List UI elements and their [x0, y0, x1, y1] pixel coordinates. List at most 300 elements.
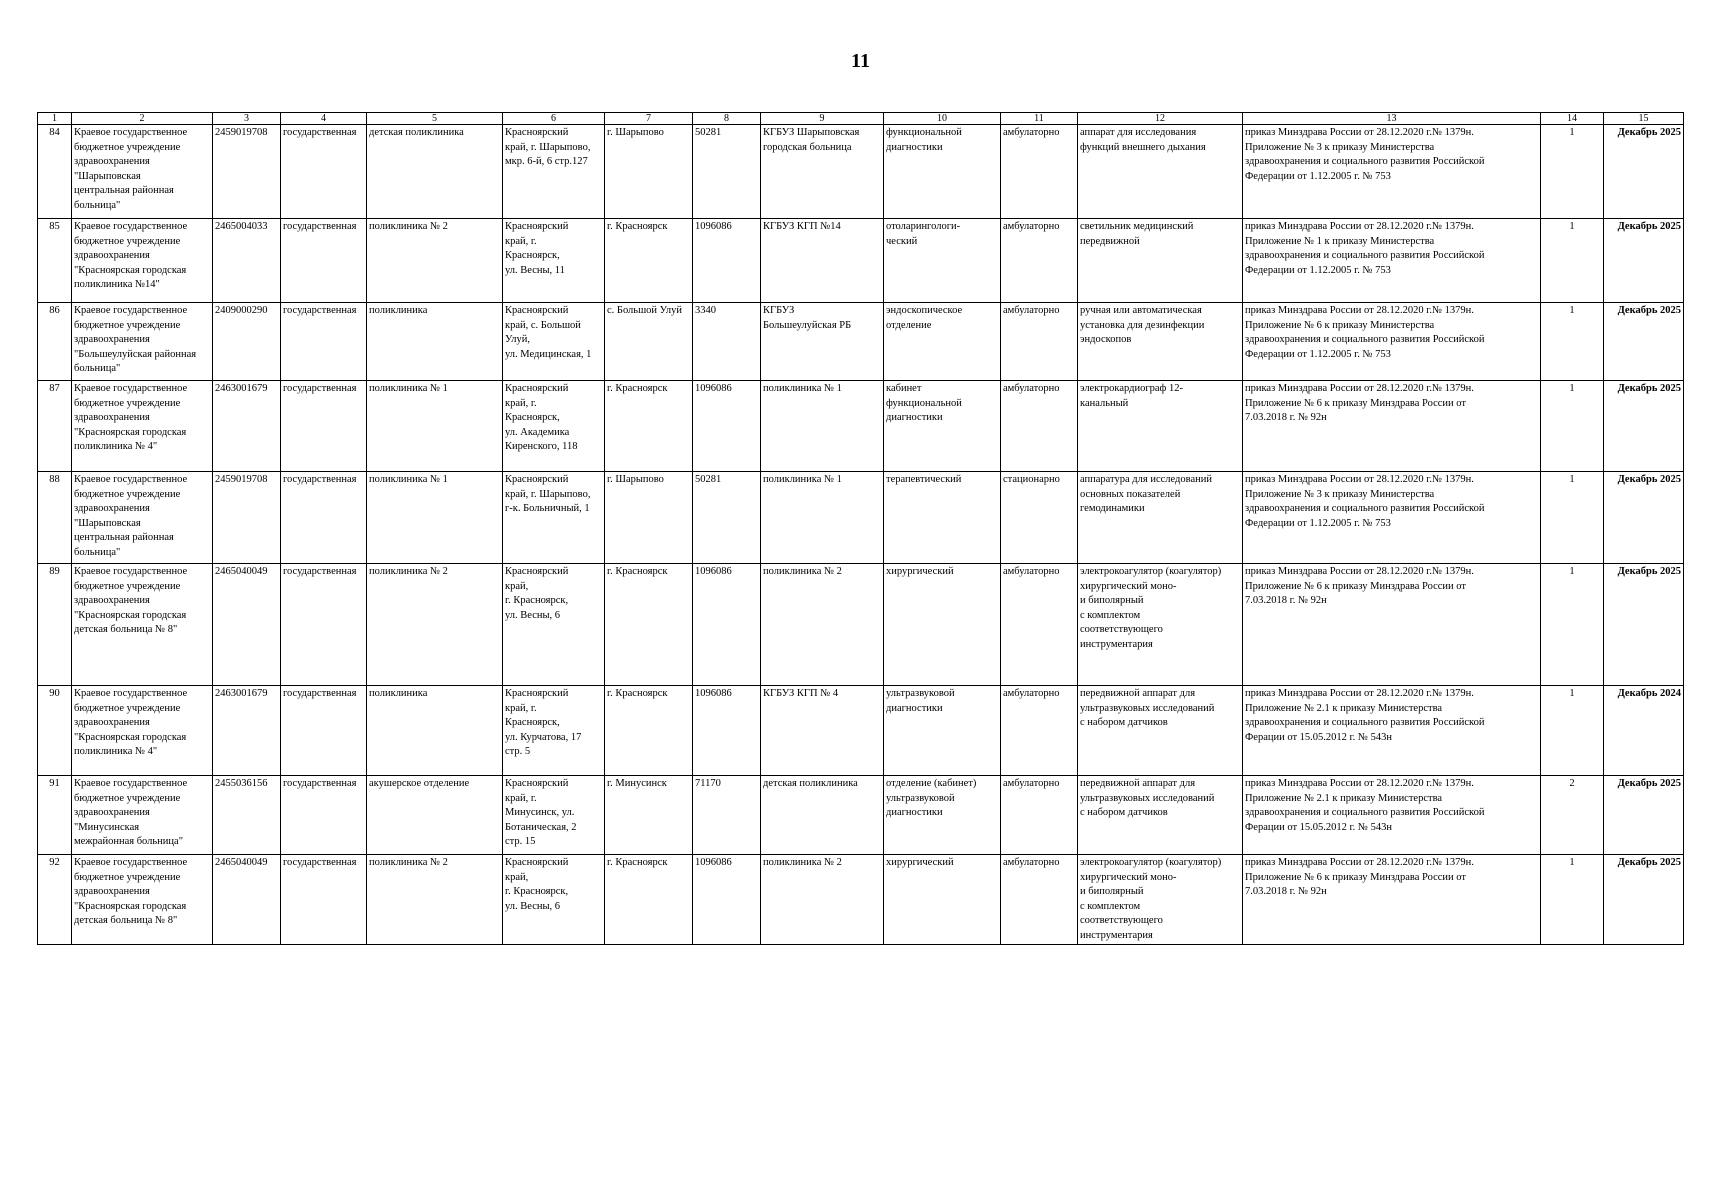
- organization-name-line: поликлиника № 4": [74, 746, 158, 757]
- column-number: 4: [281, 113, 367, 125]
- address: [503, 303, 605, 381]
- organization-name-line: бюджетное учреждение: [74, 488, 181, 500]
- facility-name-line: КГБУЗ Шарыповская: [763, 127, 860, 138]
- equipment-registry-table: [37, 112, 1684, 945]
- regulation-reference-line: Приложение № 6 к приказу Минздрава России от: [1245, 397, 1466, 409]
- inn: 2463001679: [213, 686, 281, 776]
- equipment-name-line: передвижной: [1080, 235, 1140, 247]
- facility-name-line: КГБУЗ: [763, 305, 795, 316]
- organization-name-line: здравоохранения: [74, 412, 150, 423]
- organization-name-line: "Красноярская городская: [74, 264, 187, 276]
- department-profile: [884, 303, 1001, 381]
- care-conditions: амбулаторно: [1001, 855, 1078, 945]
- row-number: 87: [38, 381, 72, 472]
- address-line: ул. Академика: [505, 426, 570, 438]
- column-number: 5: [367, 113, 503, 125]
- equipment-name: [1078, 381, 1243, 472]
- organization-name: [72, 472, 213, 564]
- equipment-name-line: соответствующего: [1080, 915, 1163, 926]
- care-conditions: амбулаторно: [1001, 219, 1078, 303]
- population: 1096086: [693, 855, 761, 945]
- inn: 2465040049: [213, 855, 281, 945]
- population: 1096086: [693, 564, 761, 686]
- quantity: 1: [1541, 472, 1604, 564]
- subdivision: поликлиника № 1: [367, 472, 503, 564]
- organization-name: [72, 219, 213, 303]
- address: [503, 125, 605, 219]
- department-profile-line: диагностики: [886, 412, 943, 423]
- ownership-type: государственная: [281, 219, 367, 303]
- population: 50281: [693, 125, 761, 219]
- organization-name: [72, 381, 213, 472]
- address-line: Красноярск,: [505, 250, 560, 261]
- locality: с. Большой Улуй: [605, 303, 693, 381]
- address: [503, 776, 605, 855]
- address-line: край, г.: [505, 397, 537, 409]
- regulation-reference-line: приказ Минздрава России от 28.12.2020 г.№ 1379н.: [1245, 305, 1474, 316]
- equipment-name: [1078, 686, 1243, 776]
- address-line: край,: [505, 871, 529, 883]
- delivery-date: Декабрь 2025: [1604, 381, 1684, 472]
- facility-name-line: поликлиника № 1: [763, 474, 842, 485]
- address-line: ул. Весны, 6: [505, 900, 561, 912]
- table-row: [38, 564, 1684, 686]
- facility-name-line: поликлиника № 2: [763, 566, 842, 577]
- regulation-reference-line: Приложение № 6 к приказу Министерства: [1245, 319, 1435, 331]
- regulation-reference-line: приказ Минздрава России от 28.12.2020 г.№ 1379н.: [1245, 778, 1474, 789]
- department-profile: [884, 472, 1001, 564]
- organization-name-line: "Красноярская городская: [74, 426, 187, 438]
- equipment-name-line: и биполярный: [1080, 886, 1144, 897]
- ownership-type: государственная: [281, 125, 367, 219]
- equipment-name-line: канальный: [1080, 397, 1129, 409]
- column-number: 2: [72, 113, 213, 125]
- column-number: 7: [605, 113, 693, 125]
- department-profile-line: хирургический: [886, 857, 954, 868]
- equipment-name: [1078, 219, 1243, 303]
- department-profile-line: хирургический: [886, 566, 954, 577]
- department-profile-line: отделение (кабинет): [886, 778, 977, 789]
- population: 1096086: [693, 219, 761, 303]
- care-conditions: амбулаторно: [1001, 303, 1078, 381]
- quantity: 1: [1541, 125, 1604, 219]
- organization-name-line: здравоохранения: [74, 334, 150, 345]
- regulation-reference-line: Приложение № 3 к приказу Министерства: [1245, 488, 1435, 500]
- inn: 2465004033: [213, 219, 281, 303]
- row-number: 91: [38, 776, 72, 855]
- regulation-reference-line: приказ Минздрава России от 28.12.2020 г.№ 1379н.: [1245, 221, 1474, 232]
- regulation-reference-line: здравоохранения и социального развития Российской: [1245, 156, 1485, 167]
- row-number: 84: [38, 125, 72, 219]
- organization-name-line: здравоохранения: [74, 807, 150, 818]
- address-line: Красноярский: [505, 127, 569, 138]
- organization-name-line: здравоохранения: [74, 595, 150, 606]
- equipment-name-line: электрокоагулятор (коагулятор): [1080, 566, 1222, 577]
- department-profile-line: терапевтический: [886, 474, 962, 485]
- facility-name: [761, 776, 884, 855]
- regulation-reference-line: Приложение № 1 к приказу Министерства: [1245, 235, 1435, 247]
- organization-name-line: "Большеулуйская районная: [74, 348, 197, 360]
- organization-name: [72, 776, 213, 855]
- ownership-type: государственная: [281, 686, 367, 776]
- organization-name-line: Краевое государственное: [74, 688, 188, 699]
- column-number: 9: [761, 113, 884, 125]
- organization-name: [72, 303, 213, 381]
- address-line: Красноярский: [505, 778, 569, 789]
- department-profile-line: диагностики: [886, 702, 943, 714]
- population: 3340: [693, 303, 761, 381]
- address: [503, 381, 605, 472]
- regulation-reference: [1243, 776, 1541, 855]
- address-line: г. Красноярск,: [505, 595, 569, 606]
- department-profile: [884, 381, 1001, 472]
- organization-name-line: больница": [74, 363, 121, 374]
- equipment-name-line: с комплектом: [1080, 900, 1141, 912]
- organization-name-line: "Красноярская городская: [74, 609, 187, 621]
- address-line: Красноярский: [505, 474, 569, 485]
- organization-name-line: Краевое государственное: [74, 778, 188, 789]
- address: [503, 855, 605, 945]
- equipment-name-line: установка для дезинфекции: [1080, 319, 1205, 331]
- equipment-name: [1078, 125, 1243, 219]
- regulation-reference: [1243, 303, 1541, 381]
- organization-name: [72, 125, 213, 219]
- inn: 2459019708: [213, 472, 281, 564]
- address-line: край,: [505, 580, 529, 592]
- equipment-name-line: функций внешнего дыхания: [1080, 141, 1206, 153]
- table-row: [38, 125, 1684, 219]
- organization-name-line: Краевое государственное: [74, 305, 188, 316]
- locality: г. Красноярск: [605, 855, 693, 945]
- equipment-name-line: электрокардиограф 12-: [1080, 383, 1183, 394]
- subdivision: детская поликлиника: [367, 125, 503, 219]
- department-profile-line: функциональной: [886, 397, 962, 409]
- address-line: край, г.: [505, 792, 537, 804]
- address-line: Ботаническая, 2: [505, 821, 577, 833]
- facility-name-line: поликлиника № 2: [763, 857, 842, 868]
- table-row: [38, 776, 1684, 855]
- regulation-reference-line: приказ Минздрава России от 28.12.2020 г.№ 1379н.: [1245, 688, 1474, 699]
- ownership-type: государственная: [281, 472, 367, 564]
- department-profile-line: ультразвуковой: [886, 792, 955, 804]
- address-line: Красноярский: [505, 857, 569, 868]
- address-line: Красноярский: [505, 566, 569, 577]
- regulation-reference-line: приказ Минздрава России от 28.12.2020 г.№ 1379н.: [1245, 857, 1474, 868]
- page-number: 11: [851, 50, 870, 72]
- equipment-name-line: соответствующего: [1080, 624, 1163, 635]
- address-line: Красноярск,: [505, 717, 560, 728]
- regulation-reference-line: Приложение № 2.1 к приказу Министерства: [1245, 792, 1443, 804]
- department-profile-line: отоларингологи-: [886, 221, 961, 232]
- row-number: 89: [38, 564, 72, 686]
- regulation-reference-line: Федерации от 1.12.2005 г. № 753: [1245, 517, 1391, 529]
- equipment-name: [1078, 303, 1243, 381]
- table-row: [38, 303, 1684, 381]
- organization-name-line: детская больница № 8": [74, 624, 178, 635]
- quantity: 1: [1541, 219, 1604, 303]
- ownership-type: государственная: [281, 855, 367, 945]
- row-number: 85: [38, 219, 72, 303]
- address-line: Красноярский: [505, 305, 569, 316]
- equipment-name-line: ультразвуковых исследований: [1080, 792, 1215, 804]
- address-line: г. Красноярск,: [505, 886, 569, 897]
- address-line: Киренского, 118: [505, 441, 578, 452]
- locality: г. Минусинск: [605, 776, 693, 855]
- address-line: г-к. Больничный, 1: [505, 503, 590, 514]
- delivery-date: Декабрь 2024: [1604, 686, 1684, 776]
- regulation-reference-line: здравоохранения и социального развития Российской: [1245, 717, 1485, 728]
- delivery-date: Декабрь 2025: [1604, 776, 1684, 855]
- equipment-name-line: хирургический моно-: [1080, 580, 1177, 592]
- column-number: 1: [38, 113, 72, 125]
- regulation-reference-line: приказ Минздрава России от 28.12.2020 г.№ 1379н.: [1245, 566, 1474, 577]
- regulation-reference-line: Федерации от 1.12.2005 г. № 753: [1245, 170, 1391, 182]
- organization-name: [72, 564, 213, 686]
- regulation-reference: [1243, 472, 1541, 564]
- regulation-reference: [1243, 125, 1541, 219]
- population: 1096086: [693, 686, 761, 776]
- organization-name-line: Краевое государственное: [74, 474, 188, 485]
- equipment-name-line: с набором датчиков: [1080, 717, 1168, 728]
- department-profile-line: отделение: [886, 319, 932, 331]
- row-number: 86: [38, 303, 72, 381]
- care-conditions: амбулаторно: [1001, 564, 1078, 686]
- address-line: Красноярский: [505, 221, 569, 232]
- address-line: ул. Весны, 11: [505, 264, 565, 276]
- inn: 2455036156: [213, 776, 281, 855]
- population: 50281: [693, 472, 761, 564]
- regulation-reference-line: приказ Минздрава России от 28.12.2020 г.№ 1379н.: [1245, 474, 1474, 485]
- quantity: 1: [1541, 564, 1604, 686]
- regulation-reference-line: приказ Минздрава России от 28.12.2020 г.№ 1379н.: [1245, 383, 1474, 394]
- care-conditions: амбулаторно: [1001, 776, 1078, 855]
- subdivision: поликлиника № 2: [367, 219, 503, 303]
- address-line: стр. 5: [505, 746, 531, 757]
- organization-name-line: больница": [74, 199, 121, 211]
- facility-name: [761, 855, 884, 945]
- quantity: 1: [1541, 686, 1604, 776]
- address-line: край, г. Шарыпово,: [505, 488, 591, 500]
- subdivision: поликлиника: [367, 303, 503, 381]
- equipment-name-line: с набором датчиков: [1080, 807, 1168, 818]
- row-number: 90: [38, 686, 72, 776]
- equipment-name: [1078, 472, 1243, 564]
- department-profile-line: ультразвуковой: [886, 688, 955, 699]
- column-number: 6: [503, 113, 605, 125]
- delivery-date: Декабрь 2025: [1604, 472, 1684, 564]
- organization-name-line: здравоохранения: [74, 717, 150, 728]
- table-row: [38, 472, 1684, 564]
- organization-name-line: бюджетное учреждение: [74, 141, 181, 153]
- organization-name-line: Краевое государственное: [74, 857, 188, 868]
- address-line: мкр. 6-й, 6 стр.127: [505, 156, 588, 167]
- organization-name-line: "Красноярская городская: [74, 731, 187, 743]
- department-profile: [884, 219, 1001, 303]
- equipment-name-line: аппаратура для исследований: [1080, 474, 1212, 485]
- organization-name-line: Краевое государственное: [74, 383, 188, 394]
- organization-name-line: бюджетное учреждение: [74, 702, 181, 714]
- column-number-row: [38, 113, 1684, 125]
- department-profile: [884, 686, 1001, 776]
- equipment-name-line: аппарат для исследования: [1080, 127, 1197, 138]
- column-number: 8: [693, 113, 761, 125]
- equipment-name-line: ультразвуковых исследований: [1080, 702, 1215, 714]
- organization-name-line: здравоохранения: [74, 886, 150, 897]
- column-number: 14: [1541, 113, 1604, 125]
- inn: 2465040049: [213, 564, 281, 686]
- equipment-name: [1078, 776, 1243, 855]
- care-conditions: стационарно: [1001, 472, 1078, 564]
- delivery-date: Декабрь 2025: [1604, 564, 1684, 686]
- organization-name-line: бюджетное учреждение: [74, 580, 181, 592]
- organization-name-line: бюджетное учреждение: [74, 319, 181, 331]
- address-line: ул. Весны, 6: [505, 609, 561, 621]
- table-row: [38, 686, 1684, 776]
- facility-name-line: КГБУЗ КГП № 4: [763, 688, 839, 699]
- department-profile: [884, 776, 1001, 855]
- equipment-name-line: эндоскопов: [1080, 334, 1132, 345]
- facility-name: [761, 381, 884, 472]
- quantity: 1: [1541, 381, 1604, 472]
- organization-name-line: больница": [74, 546, 121, 558]
- regulation-reference-line: здравоохранения и социального развития Российской: [1245, 503, 1485, 514]
- ownership-type: государственная: [281, 564, 367, 686]
- regulation-reference-line: приказ Минздрава России от 28.12.2020 г.№ 1379н.: [1245, 127, 1474, 138]
- row-number: 92: [38, 855, 72, 945]
- address-line: Красноярск,: [505, 412, 560, 423]
- regulation-reference-line: Ферации от 15.05.2012 г. № 543н: [1245, 821, 1392, 833]
- organization-name-line: детская больница № 8": [74, 915, 178, 926]
- equipment-name-line: хирургический моно-: [1080, 871, 1177, 883]
- organization-name-line: поликлиника № 4": [74, 441, 158, 452]
- organization-name-line: бюджетное учреждение: [74, 792, 181, 804]
- regulation-reference-line: 7.03.2018 г. № 92н: [1245, 886, 1327, 897]
- equipment-name-line: передвижной аппарат для: [1080, 778, 1196, 789]
- facility-name: [761, 125, 884, 219]
- table-row: [38, 381, 1684, 472]
- department-profile-line: ческий: [886, 235, 918, 247]
- address: [503, 219, 605, 303]
- address-line: край, г. Шарыпово,: [505, 141, 591, 153]
- care-conditions: амбулаторно: [1001, 381, 1078, 472]
- organization-name-line: бюджетное учреждение: [74, 235, 181, 247]
- subdivision: поликлиника № 2: [367, 855, 503, 945]
- address-line: Улуй,: [505, 334, 530, 345]
- organization-name-line: здравоохранения: [74, 503, 150, 514]
- equipment-name: [1078, 564, 1243, 686]
- column-number: 11: [1001, 113, 1078, 125]
- address-line: стр. 15: [505, 836, 536, 847]
- organization-name-line: межрайонная больница": [74, 836, 183, 847]
- address-line: Красноярский: [505, 688, 569, 699]
- column-number: 3: [213, 113, 281, 125]
- equipment-name-line: передвижной аппарат для: [1080, 688, 1196, 699]
- care-conditions: амбулаторно: [1001, 686, 1078, 776]
- delivery-date: Декабрь 2025: [1604, 303, 1684, 381]
- row-number: 88: [38, 472, 72, 564]
- regulation-reference-line: здравоохранения и социального развития Российской: [1245, 334, 1485, 345]
- organization-name-line: поликлиника №14": [74, 279, 160, 290]
- inn: 2409000290: [213, 303, 281, 381]
- department-profile: [884, 564, 1001, 686]
- facility-name-line: Большеулуйская РБ: [763, 319, 852, 331]
- facility-name: [761, 219, 884, 303]
- department-profile-line: кабинет: [886, 383, 922, 394]
- facility-name: [761, 303, 884, 381]
- equipment-name: [1078, 855, 1243, 945]
- facility-name-line: детская поликлиника: [763, 778, 858, 789]
- organization-name-line: центральная районная: [74, 532, 174, 543]
- equipment-name-line: ручная или автоматическая: [1080, 305, 1202, 316]
- regulation-reference-line: здравоохранения и социального развития Российской: [1245, 807, 1485, 818]
- quantity: 1: [1541, 855, 1604, 945]
- care-conditions: амбулаторно: [1001, 125, 1078, 219]
- population: 71170: [693, 776, 761, 855]
- locality: г. Шарыпово: [605, 472, 693, 564]
- regulation-reference: [1243, 564, 1541, 686]
- locality: г. Красноярск: [605, 219, 693, 303]
- department-profile-line: функциональной: [886, 127, 962, 138]
- ownership-type: государственная: [281, 381, 367, 472]
- facility-name-line: поликлиника № 1: [763, 383, 842, 394]
- ownership-type: государственная: [281, 303, 367, 381]
- address-line: ул. Курчатова, 17: [505, 731, 582, 743]
- subdivision: поликлиника № 2: [367, 564, 503, 686]
- column-number: 15: [1604, 113, 1684, 125]
- address-line: край, с. Большой: [505, 319, 581, 331]
- regulation-reference: [1243, 686, 1541, 776]
- address-line: Минусинск, ул.: [505, 807, 575, 818]
- ownership-type: государственная: [281, 776, 367, 855]
- regulation-reference-line: 7.03.2018 г. № 92н: [1245, 412, 1327, 423]
- organization-name-line: "Шарыповская: [74, 517, 141, 529]
- organization-name-line: бюджетное учреждение: [74, 871, 181, 883]
- inn: 2463001679: [213, 381, 281, 472]
- locality: г. Красноярск: [605, 381, 693, 472]
- organization-name-line: Краевое государственное: [74, 566, 188, 577]
- column-number: 10: [884, 113, 1001, 125]
- address: [503, 686, 605, 776]
- address-line: край, г.: [505, 235, 537, 247]
- organization-name-line: "Минусинская: [74, 821, 140, 833]
- locality: г. Шарыпово: [605, 125, 693, 219]
- organization-name-line: здравоохранения: [74, 156, 150, 167]
- quantity: 2: [1541, 776, 1604, 855]
- table-row: [38, 219, 1684, 303]
- address: [503, 564, 605, 686]
- facility-name: [761, 564, 884, 686]
- regulation-reference: [1243, 219, 1541, 303]
- organization-name-line: Краевое государственное: [74, 221, 188, 232]
- delivery-date: Декабрь 2025: [1604, 855, 1684, 945]
- address: [503, 472, 605, 564]
- subdivision: поликлиника: [367, 686, 503, 776]
- organization-name: [72, 686, 213, 776]
- regulation-reference-line: Федерации от 1.12.2005 г. № 753: [1245, 348, 1391, 360]
- organization-name-line: здравоохранения: [74, 250, 150, 261]
- organization-name-line: "Красноярская городская: [74, 900, 187, 912]
- population: 1096086: [693, 381, 761, 472]
- equipment-name-line: гемодинамики: [1080, 503, 1145, 514]
- department-profile: [884, 855, 1001, 945]
- address-line: край, г.: [505, 702, 537, 714]
- locality: г. Красноярск: [605, 686, 693, 776]
- regulation-reference: [1243, 855, 1541, 945]
- department-profile-line: эндоскопическое: [886, 305, 963, 316]
- delivery-date: Декабрь 2025: [1604, 219, 1684, 303]
- locality: г. Красноярск: [605, 564, 693, 686]
- facility-name-line: городская больница: [763, 141, 852, 153]
